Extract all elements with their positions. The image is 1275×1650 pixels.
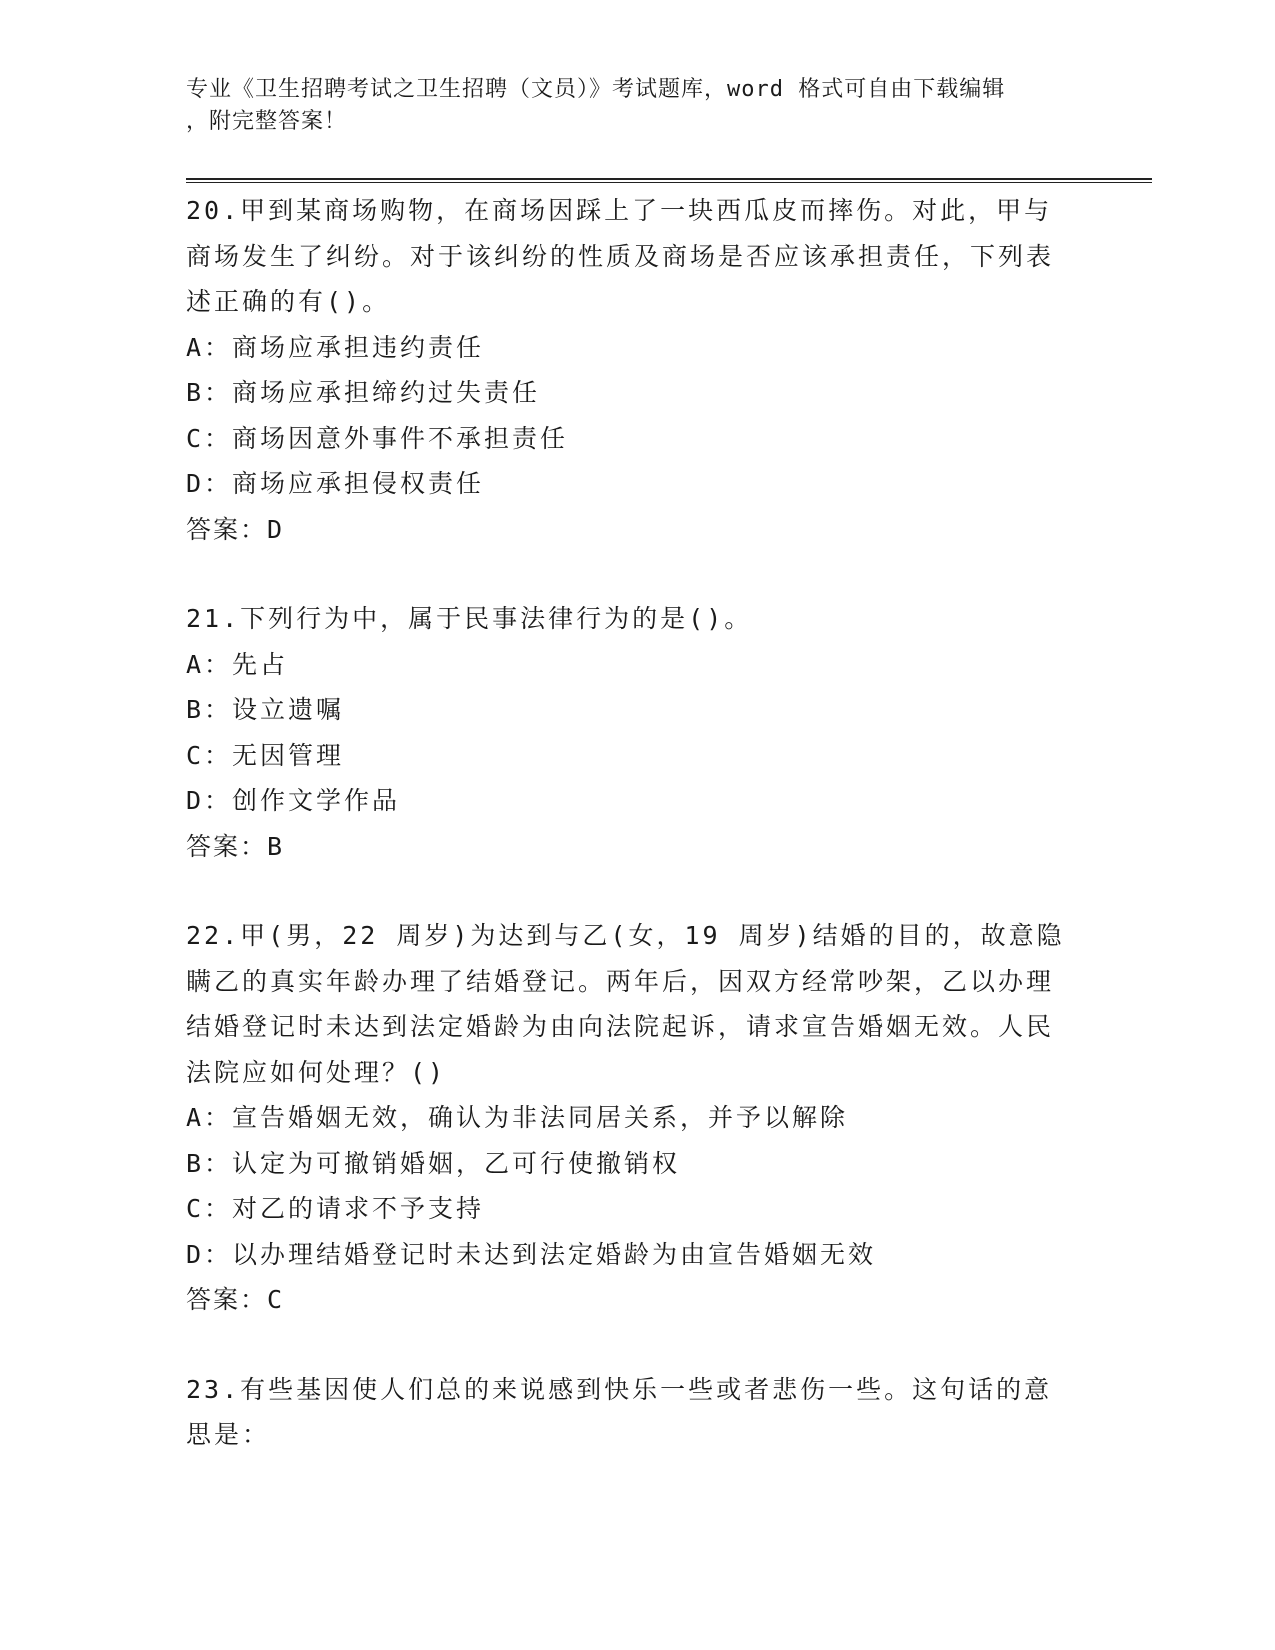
option-d: D：商场应承担侵权责任 bbox=[186, 469, 485, 498]
question-stem: 23.有些基因使人们总的来说感到快乐一些或者悲伤一些。这句话的意思是： bbox=[186, 1374, 1053, 1449]
option-a: A：宣告婚姻无效，确认为非法同居关系，并予以解除 bbox=[186, 1103, 849, 1132]
question-22 bbox=[186, 913, 1066, 1323]
header-line-2: ，附完整答案！ bbox=[186, 109, 348, 134]
option-c: C：无因管理 bbox=[186, 740, 345, 770]
option-b: B：认定为可撤销婚姻，乙可行使撤销权 bbox=[186, 1148, 681, 1178]
answer: 答案：D bbox=[186, 514, 285, 544]
question-20 bbox=[186, 188, 1066, 552]
answer: 答案：C bbox=[186, 1285, 285, 1314]
document-header bbox=[186, 74, 1066, 138]
option-c: C：商场因意外事件不承担责任 bbox=[186, 423, 569, 453]
document-page bbox=[186, 0, 1152, 1650]
option-b: B：设立遗嘱 bbox=[186, 695, 345, 724]
option-d: D：以办理结婚登记时未达到法定婚龄为由宣告婚姻无效 bbox=[186, 1239, 877, 1269]
option-b: B：商场应承担缔约过失责任 bbox=[186, 378, 541, 407]
question-stem: 22.甲(男，22 周岁)为达到与乙(女，19 周岁)结婚的目的，故意隐瞒乙的真实年龄办理了结婚登记。两年后，因双方经常吵架，乙以办理结婚登记时未达到法定婚龄为由向法院起诉，请求宣告婚姻无效。人民法院应如何处理？() bbox=[186, 921, 1065, 1087]
option-d: D：创作文学作品 bbox=[186, 786, 401, 815]
option-c: C：对乙的请求不予支持 bbox=[186, 1194, 485, 1223]
option-a: A：商场应承担违约责任 bbox=[186, 332, 485, 362]
answer: 答案：B bbox=[186, 831, 285, 861]
option-a: A：先占 bbox=[186, 649, 289, 679]
header-line-1: 专业《卫生招聘考试之卫生招聘（文员）》考试题库，word 格式可自由下载编辑 bbox=[186, 77, 1006, 102]
header-divider bbox=[186, 178, 1152, 183]
question-list bbox=[186, 188, 1066, 1502]
question-stem: 21.下列行为中，属于民事法律行为的是()。 bbox=[186, 604, 753, 633]
question-stem: 20.甲到某商场购物，在商场因踩上了一块西瓜皮而摔伤。对此，甲与商场发生了纠纷。对于该纠纷的性质及商场是否应该承担责任，下列表述正确的有()。 bbox=[186, 196, 1055, 316]
question-23 bbox=[186, 1367, 1066, 1458]
question-21 bbox=[186, 596, 1066, 869]
